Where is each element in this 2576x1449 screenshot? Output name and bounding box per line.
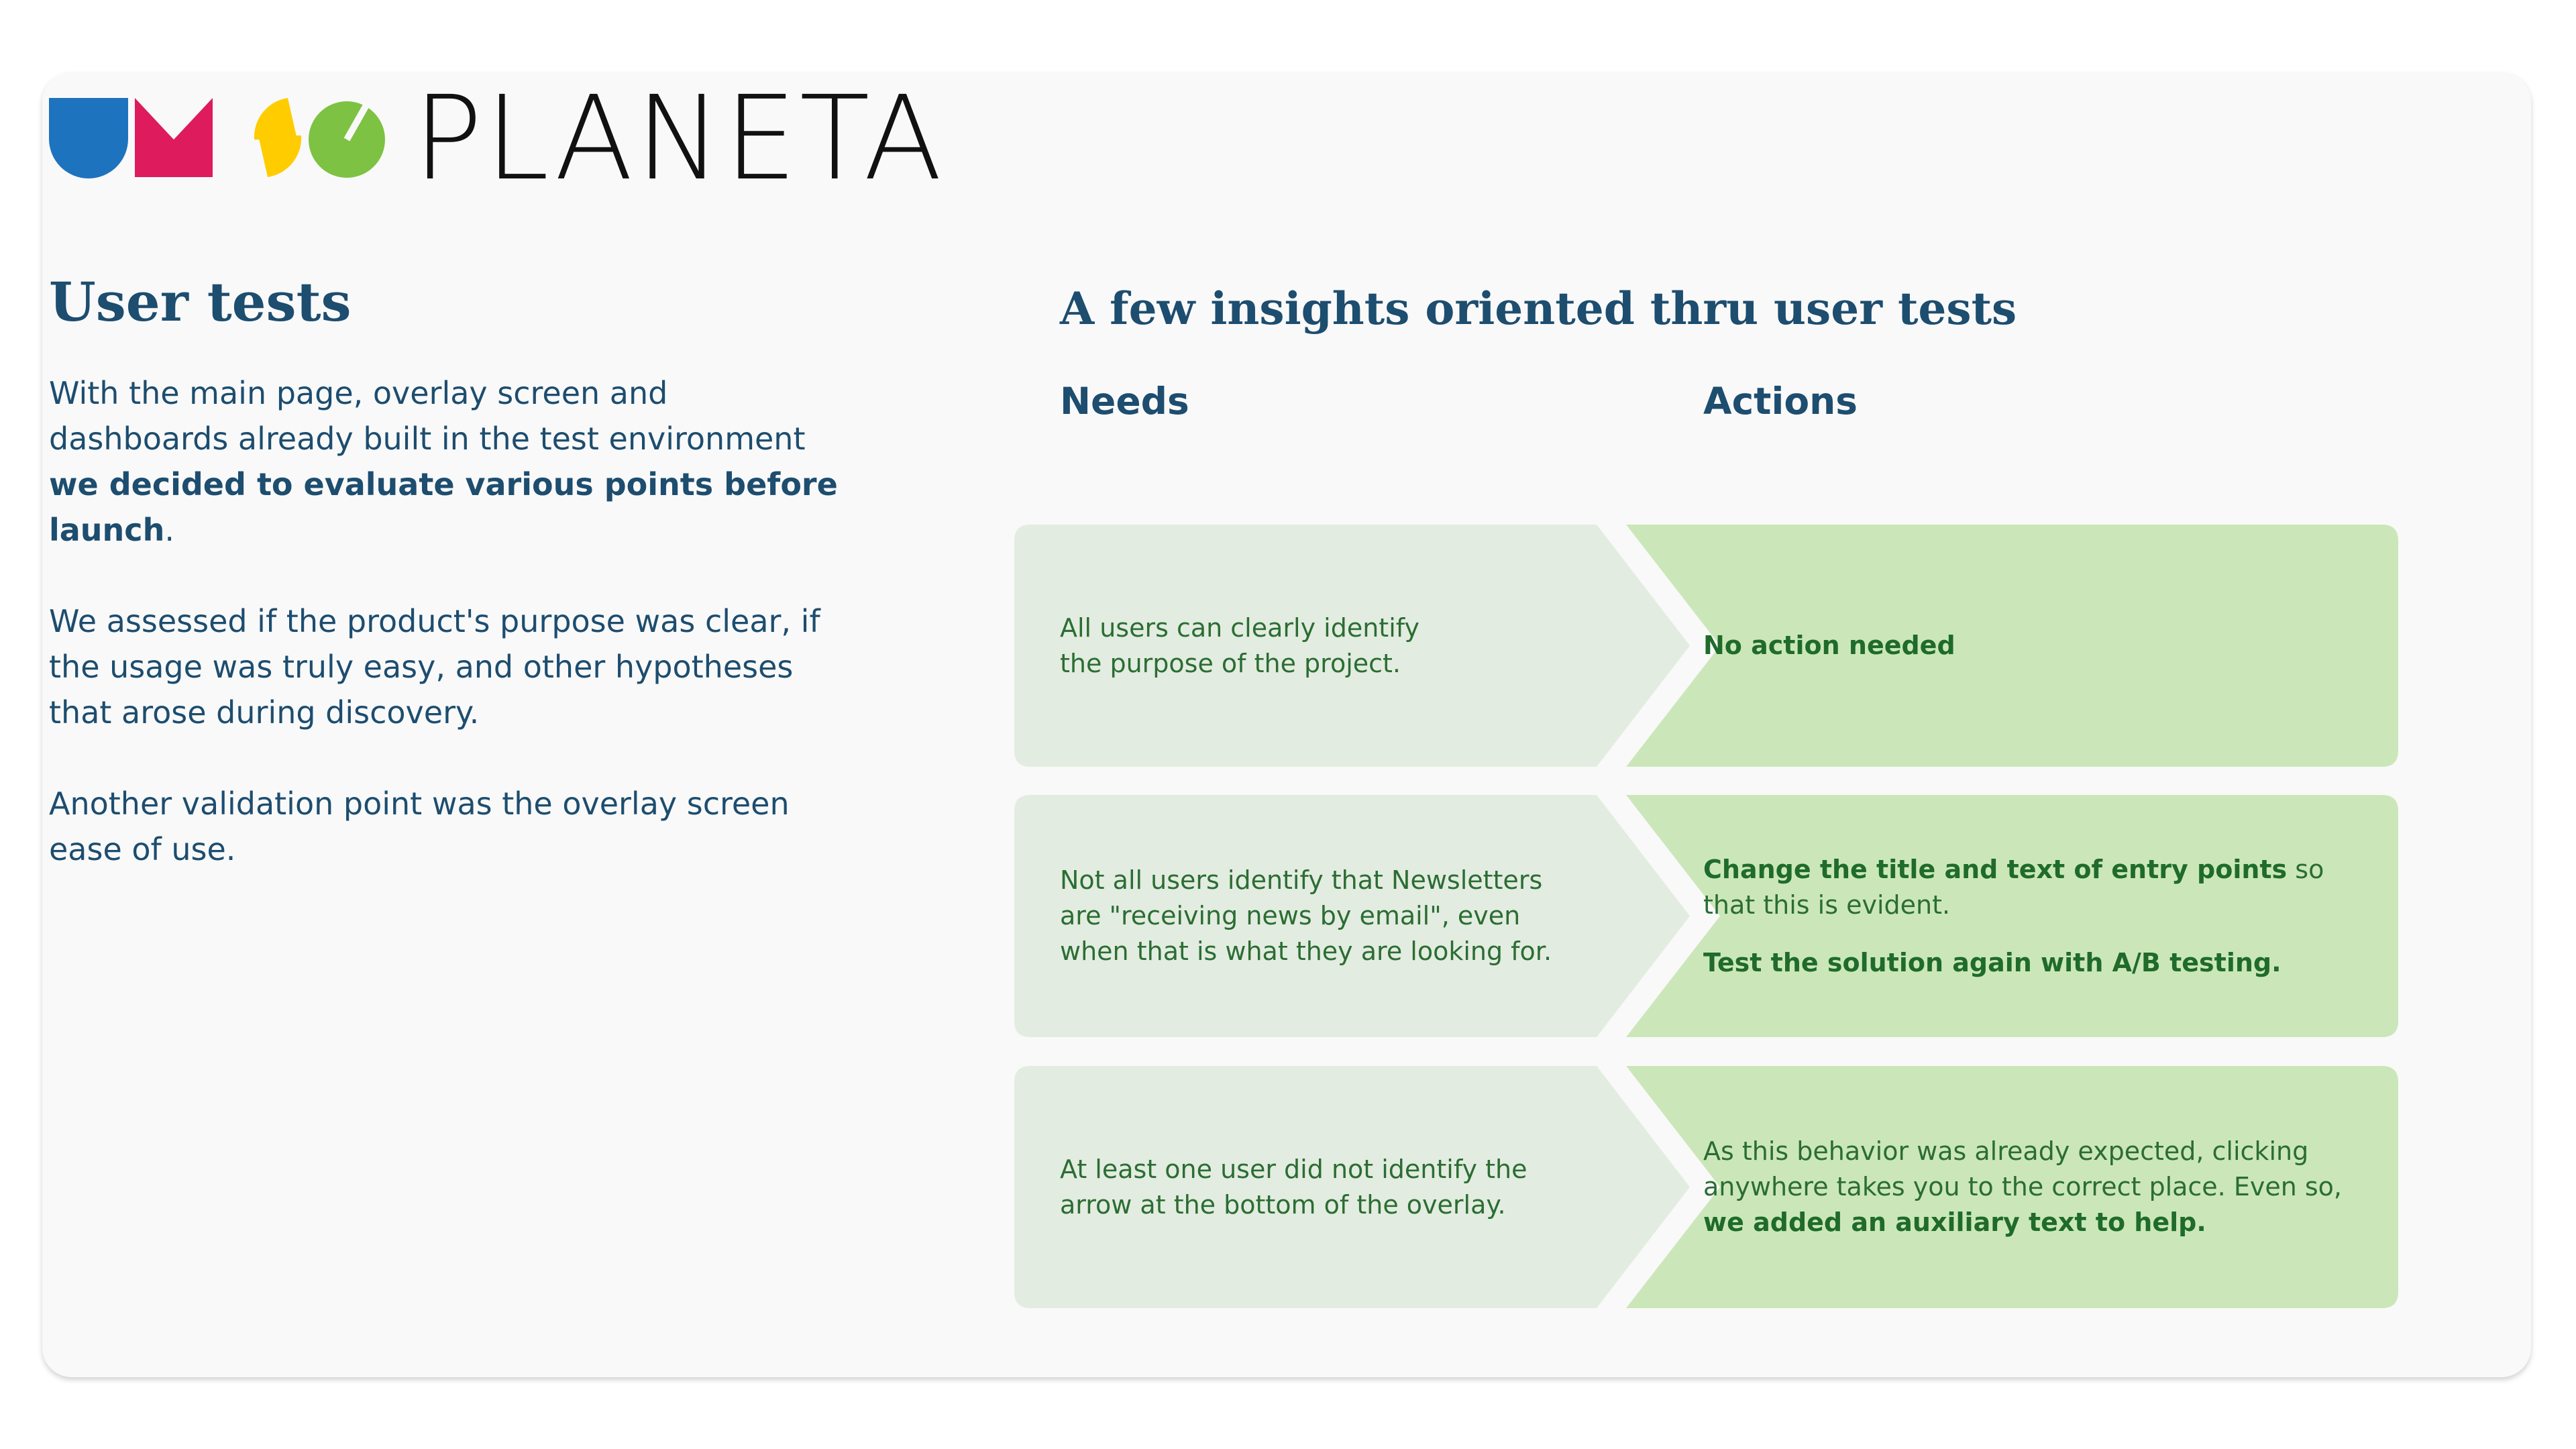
insight-row — [1014, 525, 2398, 767]
action-paragraph — [1703, 628, 2367, 663]
intro-paragraph — [49, 370, 854, 553]
action-run: Change the title and text of entry points — [1703, 854, 2288, 884]
intro-paragraph — [49, 781, 854, 872]
action-text — [1703, 795, 2367, 1037]
action-paragraph — [1703, 945, 2367, 981]
need-label: All users can clearly identify the purpose of the project. — [1060, 612, 1419, 678]
action-paragraph — [1703, 852, 2367, 923]
intro-text — [49, 370, 854, 918]
logo-mark-icon — [49, 98, 398, 178]
action-text — [1703, 1066, 2367, 1308]
action-run: As this behavior was already expected, clicking anywhere takes you to the correct place. Even so, — [1703, 1136, 2343, 1201]
intro-run: . — [164, 512, 174, 548]
action-run: so that this is evident. — [1703, 854, 2324, 920]
needs-header: Needs — [1060, 380, 1189, 423]
logo-wordmark: PLANETA — [413, 70, 945, 206]
need-text — [1060, 525, 1570, 767]
intro-run: we decided to evaluate various points before launch — [49, 466, 838, 548]
action-run: No action needed — [1703, 631, 1955, 660]
intro-paragraph — [49, 598, 854, 735]
need-label: At least one user did not identify the arrow at the bottom of the overlay. — [1060, 1154, 1527, 1220]
intro-run: Another validation point was the overlay screen ease of use. — [49, 786, 790, 867]
intro-run: We assessed if the product's purpose was clear, if the usage was truly easy, and other hypotheses that arose during discovery. — [49, 603, 820, 731]
action-text — [1703, 525, 2367, 767]
insights-title: A few insights oriented thru user tests — [1060, 282, 2017, 335]
page-title: User tests — [49, 270, 352, 333]
insight-row — [1014, 1066, 2398, 1308]
need-text — [1060, 1066, 1570, 1308]
need-text — [1060, 795, 1570, 1037]
insight-row — [1014, 795, 2398, 1037]
actions-header: Actions — [1703, 380, 1858, 423]
need-label: Not all users identify that Newsletters are "receiving news by email", even when that is what they are looking for. — [1060, 865, 1552, 966]
intro-run: With the main page, overlay screen and dashboards already built in the test environment — [49, 375, 806, 457]
action-run: we added an auxiliary text to help. — [1703, 1208, 2206, 1237]
action-paragraph — [1703, 1134, 2367, 1240]
action-run: Test the solution again with A/B testing. — [1703, 947, 2282, 977]
